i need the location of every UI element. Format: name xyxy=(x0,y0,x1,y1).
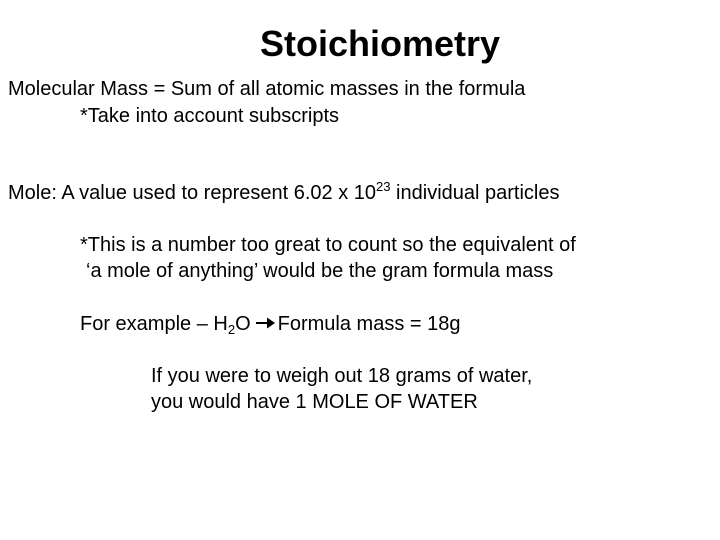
example-result: Formula mass = 18g xyxy=(277,313,461,335)
conclusion-line2: you would have 1 MOLE OF WATER xyxy=(151,391,478,413)
conclusion-line1: If you were to weigh out 18 grams of water, xyxy=(151,365,533,387)
mole-note-line1: *This is a number too great to count so the equivalent of xyxy=(80,234,576,256)
mole-definition-prefix: Mole: A value used to represent 6.02 x 10 xyxy=(8,182,377,204)
right-arrow-icon xyxy=(254,316,276,330)
mole-definition xyxy=(8,181,559,205)
molecular-mass-note: *Take into account subscripts xyxy=(80,105,340,127)
example-subscript: 2 xyxy=(227,322,236,337)
example-prefix: For example – H xyxy=(80,313,228,335)
molecular-mass-definition: Molecular Mass = Sum of all atomic masses in the formula xyxy=(8,78,526,100)
example-line xyxy=(80,312,461,336)
mole-exponent: 23 xyxy=(376,179,391,194)
slide-title: Stoichiometry xyxy=(259,23,501,64)
mole-definition-suffix: individual particles xyxy=(390,182,560,204)
example-formula-suffix: O xyxy=(235,313,251,335)
mole-note-line2: ‘a mole of anything’ would be the gram formula mass xyxy=(86,260,554,282)
